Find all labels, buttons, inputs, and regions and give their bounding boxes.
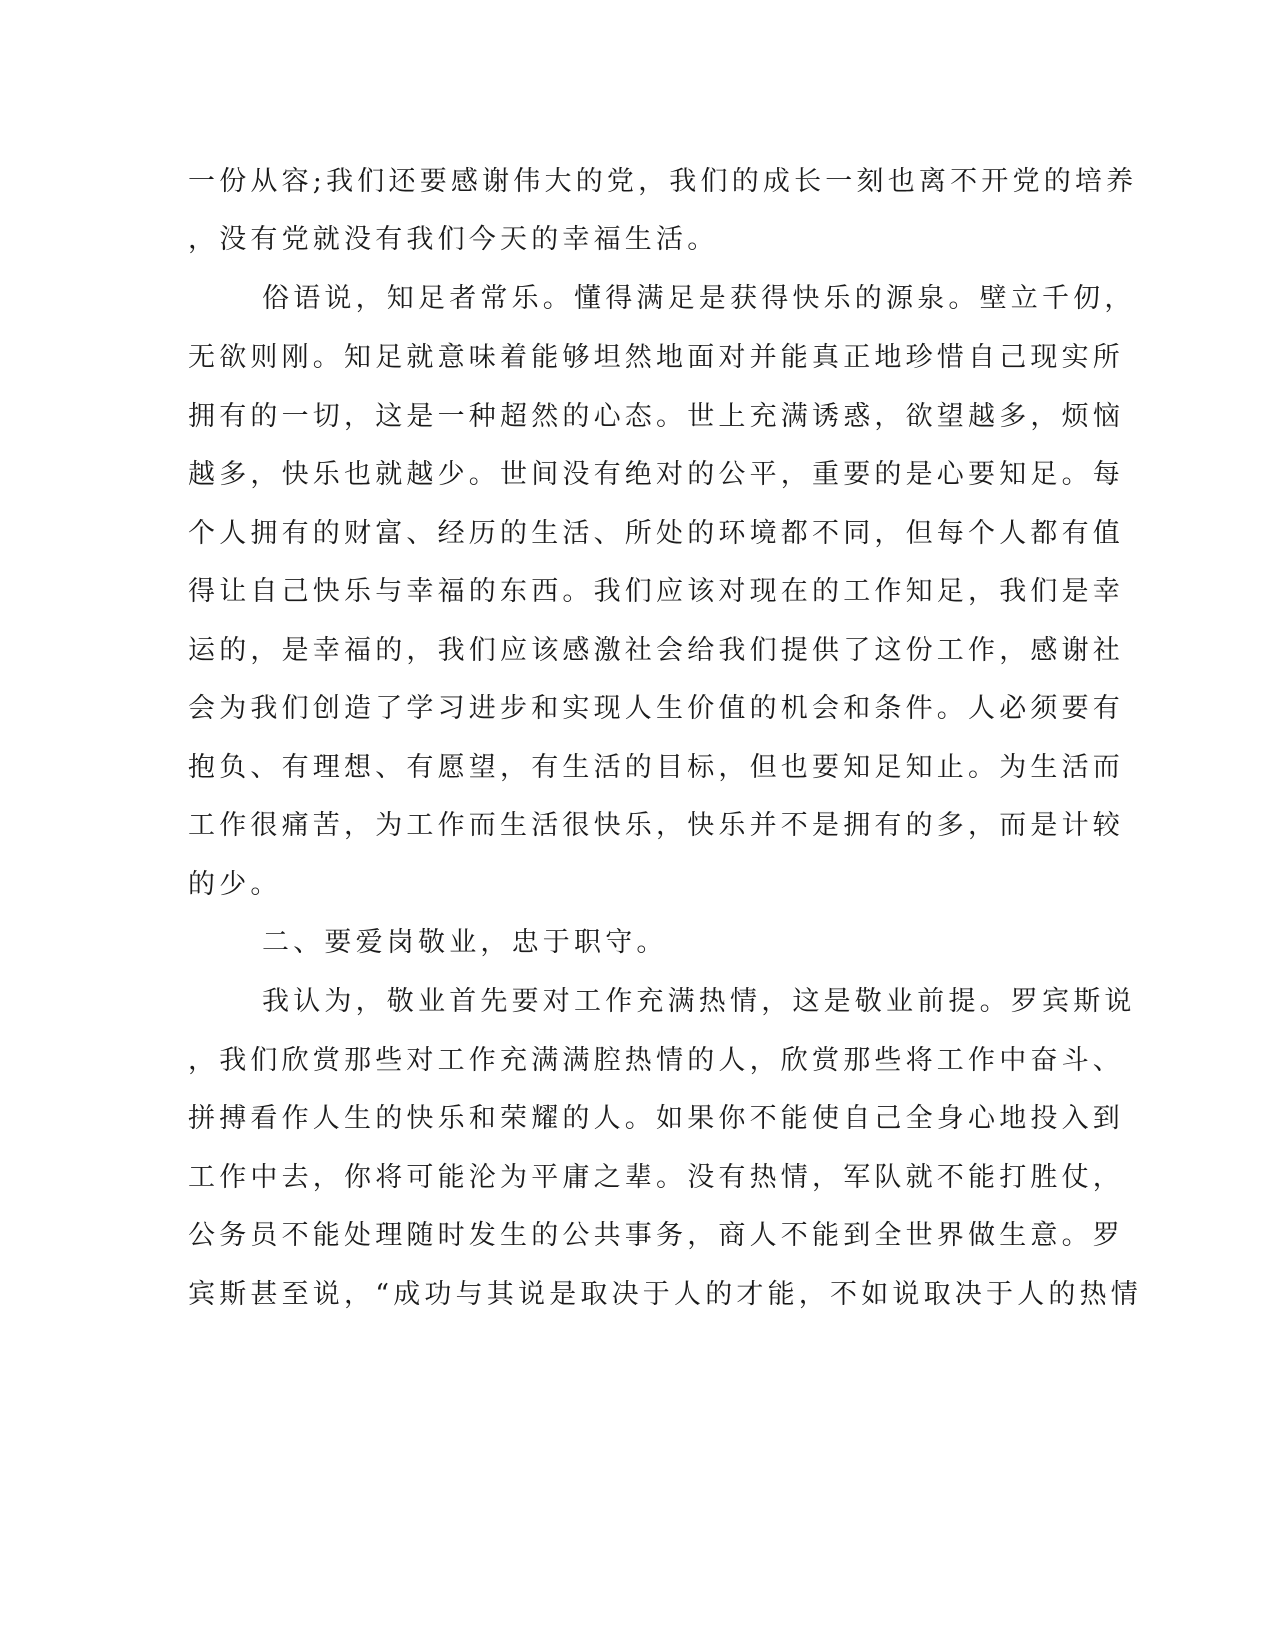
text-line-2: ，没有党就没有我们今天的幸福生活。	[188, 224, 719, 255]
text-line-7: 个人拥有的财富、经历的生活、所处的环境都不同，但每个人都有值	[188, 518, 1124, 549]
text-line-20: 宾斯甚至说，“成功与其说是取决于人的才能，不如说取决于人的热情	[188, 1279, 1143, 1310]
text-line-18: 工作中去，你将可能沦为平庸之辈。没有热情，军队就不能打胜仗，	[188, 1162, 1124, 1193]
text-line-6: 越多，快乐也就越少。世间没有绝对的公平，重要的是心要知足。每	[188, 459, 1124, 490]
text-line-8: 得让自己快乐与幸福的东西。我们应该对现在的工作知足，我们是幸	[188, 576, 1124, 607]
text-line-10: 会为我们创造了学习进步和实现人生价值的机会和条件。人必须要有	[188, 693, 1124, 724]
text-line-12: 工作很痛苦，为工作而生活很快乐，快乐并不是拥有的多，而是计较	[188, 810, 1124, 841]
text-line-11: 抱负、有理想、有愿望，有生活的目标，但也要知足知止。为生活而	[188, 752, 1124, 783]
text-line-19: 公务员不能处理随时发生的公共事务，商人不能到全世界做生意。罗	[188, 1220, 1124, 1251]
text-line-16: ，我们欣赏那些对工作充满满腔热情的人，欣赏那些将工作中奋斗、	[188, 1045, 1124, 1076]
section-heading: 二、要爱岗敬业，忠于职守。	[262, 927, 668, 958]
text-line-4: 无欲则刚。知足就意味着能够坦然地面对并能真正地珍惜自己现实所	[188, 342, 1124, 373]
text-line-1: 一份从容;我们还要感谢伟大的党，我们的成长一刻也离不开党的培养	[188, 166, 1138, 197]
text-line-13: 的少。	[188, 869, 282, 900]
paragraph-start-line: 俗语说，知足者常乐。懂得满足是获得快乐的源泉。壁立千仞，	[262, 283, 1136, 314]
text-line-9: 运的，是幸福的，我们应该感激社会给我们提供了这份工作，感谢社	[188, 635, 1124, 666]
paragraph-start-line: 我认为，敬业首先要对工作充满热情，这是敬业前提。罗宾斯说	[262, 986, 1136, 1017]
text-line-17: 拼搏看作人生的快乐和荣耀的人。如果你不能使自己全身心地投入到	[188, 1103, 1124, 1134]
text-line-5: 拥有的一切，这是一种超然的心态。世上充满诱惑，欲望越多，烦恼	[188, 401, 1124, 432]
